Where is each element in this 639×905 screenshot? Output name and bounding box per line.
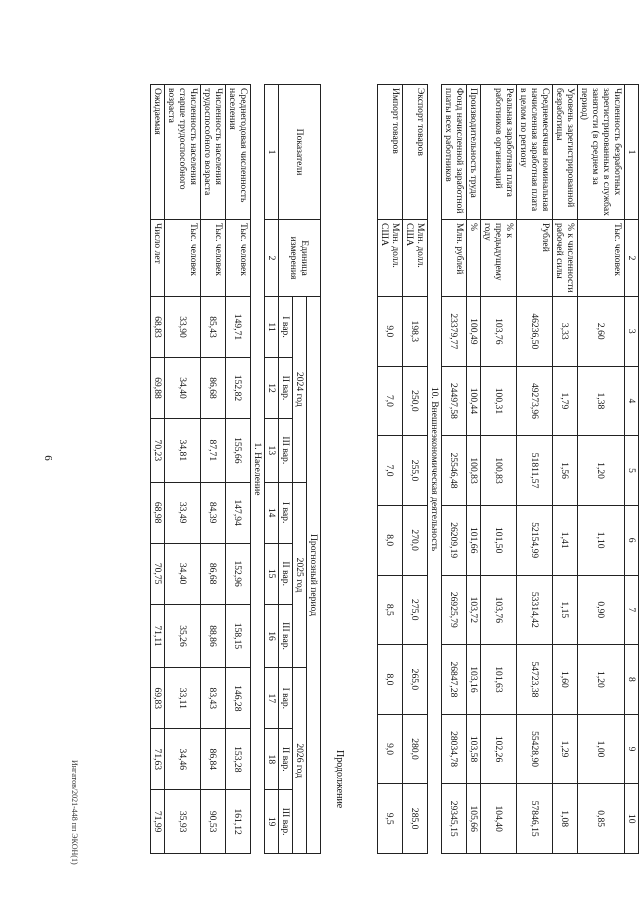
- value-cell: 101,66: [467, 505, 481, 575]
- value-cell: 55428,90: [517, 714, 553, 784]
- value-cell: 26209,19: [442, 505, 467, 575]
- table-row: [517, 85, 553, 854]
- column-number: 11: [265, 297, 279, 358]
- value-cell: 52154,99: [517, 505, 553, 575]
- value-cell: 8,5: [378, 575, 403, 645]
- header-unit: Единица измерения: [279, 220, 321, 297]
- row-label: Среднемесячная номинальная начисленная заработная плата в целом по региону: [517, 85, 553, 220]
- table-row: [151, 85, 165, 854]
- value-cell: 71,99: [151, 790, 165, 854]
- table-row: [403, 85, 428, 854]
- value-cell: 85,43: [201, 297, 226, 358]
- value-cell: 9,0: [378, 714, 403, 784]
- value-cell: 70,23: [151, 419, 165, 483]
- value-cell: 7,0: [378, 436, 403, 506]
- column-number: 19: [265, 790, 279, 854]
- value-cell: 270,0: [403, 505, 428, 575]
- value-cell: 29345,15: [442, 784, 467, 854]
- row-label: Среднегодовая численность населения: [226, 85, 251, 220]
- value-cell: 28034,78: [442, 714, 467, 784]
- value-cell: 1,15: [553, 575, 578, 645]
- value-cell: 2,60: [578, 297, 625, 367]
- column-number: 16: [265, 604, 279, 668]
- row-unit: % к предыдущему году: [481, 220, 517, 297]
- section-title: 10. Внешнеэкономическая деятельность: [428, 85, 442, 854]
- value-cell: 9,0: [378, 297, 403, 367]
- header-year-2025: 2025 год: [293, 482, 307, 668]
- indicators-table-bottom: [150, 84, 321, 854]
- header-cell: 2: [625, 220, 639, 297]
- header-year-2024: 2024 год: [293, 297, 307, 483]
- value-cell: 103,72: [467, 575, 481, 645]
- table-row: [165, 85, 201, 854]
- value-cell: 149,71: [226, 297, 251, 358]
- value-cell: 153,28: [226, 729, 251, 790]
- value-cell: 1,41: [553, 505, 578, 575]
- column-number: 14: [265, 482, 279, 543]
- variant-header: II вар.: [279, 358, 293, 419]
- value-cell: 285,0: [403, 784, 428, 854]
- row-label: Численность населения трудоспособного возраста: [201, 85, 226, 220]
- table-row: [553, 85, 578, 854]
- value-cell: 35,26: [165, 604, 201, 668]
- value-cell: 69,83: [151, 668, 165, 729]
- value-cell: 34,40: [165, 358, 201, 419]
- variant-header: II вар.: [279, 543, 293, 604]
- value-cell: 161,12: [226, 790, 251, 854]
- row-unit: Млн. долл. США: [403, 220, 428, 297]
- value-cell: 0,90: [578, 575, 625, 645]
- value-cell: 86,68: [201, 358, 226, 419]
- section-row: [251, 85, 265, 854]
- value-cell: 1,38: [578, 366, 625, 436]
- value-cell: 1,79: [553, 366, 578, 436]
- row-unit: Тыс. человек: [201, 220, 226, 297]
- indicators-table-top: [377, 84, 639, 854]
- value-cell: 146,28: [226, 668, 251, 729]
- column-number: 17: [265, 668, 279, 729]
- value-cell: 23379,77: [442, 297, 467, 367]
- value-cell: 34,46: [165, 729, 201, 790]
- continuation-label: Продолжение: [334, 750, 345, 809]
- row-unit: Тыс. человек: [165, 220, 201, 297]
- table-row: [442, 85, 467, 854]
- value-cell: 57846,15: [517, 784, 553, 854]
- value-cell: 8,0: [378, 645, 403, 715]
- value-cell: 101,50: [481, 505, 517, 575]
- value-cell: 1,20: [578, 436, 625, 506]
- header-cell: 10: [625, 784, 639, 854]
- header-cell: 7: [625, 575, 639, 645]
- value-cell: 68,98: [151, 482, 165, 543]
- value-cell: 84,39: [201, 482, 226, 543]
- value-cell: 102,26: [481, 714, 517, 784]
- column-number: 1: [265, 85, 279, 220]
- value-cell: 68,83: [151, 297, 165, 358]
- value-cell: 103,76: [481, 575, 517, 645]
- value-cell: 0,85: [578, 784, 625, 854]
- value-cell: 9,5: [378, 784, 403, 854]
- value-cell: 33,90: [165, 297, 201, 358]
- section-row: [428, 85, 442, 854]
- variant-header: I вар.: [279, 297, 293, 358]
- value-cell: 8,0: [378, 505, 403, 575]
- variant-header: I вар.: [279, 668, 293, 729]
- value-cell: 105,66: [467, 784, 481, 854]
- header-cell: 6: [625, 505, 639, 575]
- value-cell: 100,49: [467, 297, 481, 367]
- value-cell: 25546,48: [442, 436, 467, 506]
- value-cell: 88,86: [201, 604, 226, 668]
- row-label: Производительность труда: [467, 85, 481, 220]
- value-cell: 250,0: [403, 366, 428, 436]
- value-cell: 104,40: [481, 784, 517, 854]
- value-cell: 100,44: [467, 366, 481, 436]
- value-cell: 198,3: [403, 297, 428, 367]
- value-cell: 24497,58: [442, 366, 467, 436]
- value-cell: 86,84: [201, 729, 226, 790]
- value-cell: 34,81: [165, 419, 201, 483]
- value-cell: 86,68: [201, 543, 226, 604]
- row-unit: Рублей: [517, 220, 553, 297]
- value-cell: 103,76: [481, 297, 517, 367]
- row-label: Реальная заработная плата работников организаций: [481, 85, 517, 220]
- rotated-content: [60, 0, 639, 905]
- value-cell: 51811,57: [517, 436, 553, 506]
- table-row: [378, 85, 403, 854]
- value-cell: 152,82: [226, 358, 251, 419]
- footer-mark: Ингатов/2021-448 пп ЭКОН(1): [70, 760, 79, 865]
- value-cell: 70,75: [151, 543, 165, 604]
- section-title: 1. Население: [251, 85, 265, 854]
- value-cell: 265,0: [403, 645, 428, 715]
- row-label: Уровень зарегистрированной безработицы: [553, 85, 578, 220]
- row-unit: Млн. долл. США: [378, 220, 403, 297]
- header-year-2026: 2026 год: [293, 668, 307, 854]
- table-row: [578, 85, 625, 854]
- value-cell: 1,56: [553, 436, 578, 506]
- variant-header: III вар.: [279, 790, 293, 854]
- value-cell: 1,20: [578, 645, 625, 715]
- value-cell: 1,60: [553, 645, 578, 715]
- column-number: 13: [265, 419, 279, 483]
- table-row: [201, 85, 226, 854]
- header-cell: 4: [625, 366, 639, 436]
- value-cell: 1,29: [553, 714, 578, 784]
- row-unit: % к численности рабочей силы: [553, 220, 578, 297]
- row-unit: Тыс. человек: [578, 220, 625, 297]
- row-unit: Млн. рублей: [442, 220, 467, 297]
- row-label: Экспорт товаров: [403, 85, 428, 220]
- header-cell: 5: [625, 436, 639, 506]
- value-cell: 255,0: [403, 436, 428, 506]
- variant-header: I вар.: [279, 482, 293, 543]
- value-cell: 53314,42: [517, 575, 553, 645]
- row-label: Импорт товаров: [378, 85, 403, 220]
- header-cell: 1: [625, 85, 639, 220]
- value-cell: 280,0: [403, 714, 428, 784]
- value-cell: 101,63: [481, 645, 517, 715]
- column-number: 12: [265, 358, 279, 419]
- column-number: 15: [265, 543, 279, 604]
- table-row: [467, 85, 481, 854]
- value-cell: 100,31: [481, 366, 517, 436]
- value-cell: 49273,96: [517, 366, 553, 436]
- value-cell: 26925,79: [442, 575, 467, 645]
- value-cell: 46236,50: [517, 297, 553, 367]
- value-cell: 158,15: [226, 604, 251, 668]
- value-cell: 69,88: [151, 358, 165, 419]
- table-row: [226, 85, 251, 854]
- value-cell: 7,0: [378, 366, 403, 436]
- value-cell: 83,43: [201, 668, 226, 729]
- value-cell: 71,11: [151, 604, 165, 668]
- variant-header: III вар.: [279, 419, 293, 483]
- page-number: 6: [42, 455, 54, 461]
- value-cell: 100,83: [481, 436, 517, 506]
- variant-header: III вар.: [279, 604, 293, 668]
- row-unit: Тыс. человек: [226, 220, 251, 297]
- table-row: [481, 85, 517, 854]
- value-cell: 71,63: [151, 729, 165, 790]
- header-forecast: Прогнозный период: [307, 297, 321, 854]
- value-cell: 1,08: [553, 784, 578, 854]
- value-cell: 26847,28: [442, 645, 467, 715]
- header-cell: 8: [625, 645, 639, 715]
- column-number: 2: [265, 220, 279, 297]
- value-cell: 103,16: [467, 645, 481, 715]
- value-cell: 1,10: [578, 505, 625, 575]
- value-cell: 152,96: [226, 543, 251, 604]
- value-cell: 275,0: [403, 575, 428, 645]
- value-cell: 33,49: [165, 482, 201, 543]
- value-cell: 90,53: [201, 790, 226, 854]
- variant-header: II вар.: [279, 729, 293, 790]
- value-cell: 3,33: [553, 297, 578, 367]
- value-cell: 147,94: [226, 482, 251, 543]
- value-cell: 1,00: [578, 714, 625, 784]
- row-unit: %: [467, 220, 481, 297]
- table-header-row: [625, 85, 639, 854]
- row-label: Фонд начисленной заработной платы всех работников: [442, 85, 467, 220]
- value-cell: 87,71: [201, 419, 226, 483]
- value-cell: 103,58: [467, 714, 481, 784]
- header-indicators: Показатели: [279, 85, 321, 220]
- header-cell: 9: [625, 714, 639, 784]
- value-cell: 34,40: [165, 543, 201, 604]
- value-cell: 155,66: [226, 419, 251, 483]
- header-cell: 3: [625, 297, 639, 367]
- value-cell: 100,83: [467, 436, 481, 506]
- value-cell: 35,93: [165, 790, 201, 854]
- value-cell: 54723,38: [517, 645, 553, 715]
- row-label: Ожидаемая: [151, 85, 165, 220]
- row-label: Численность безработных зарегистрированных в службах занятости (в среднем за период): [578, 85, 625, 220]
- row-label: Численность населения старше трудоспособного возраста: [165, 85, 201, 220]
- row-unit: Число лет: [151, 220, 165, 297]
- value-cell: 33,11: [165, 668, 201, 729]
- column-number: 18: [265, 729, 279, 790]
